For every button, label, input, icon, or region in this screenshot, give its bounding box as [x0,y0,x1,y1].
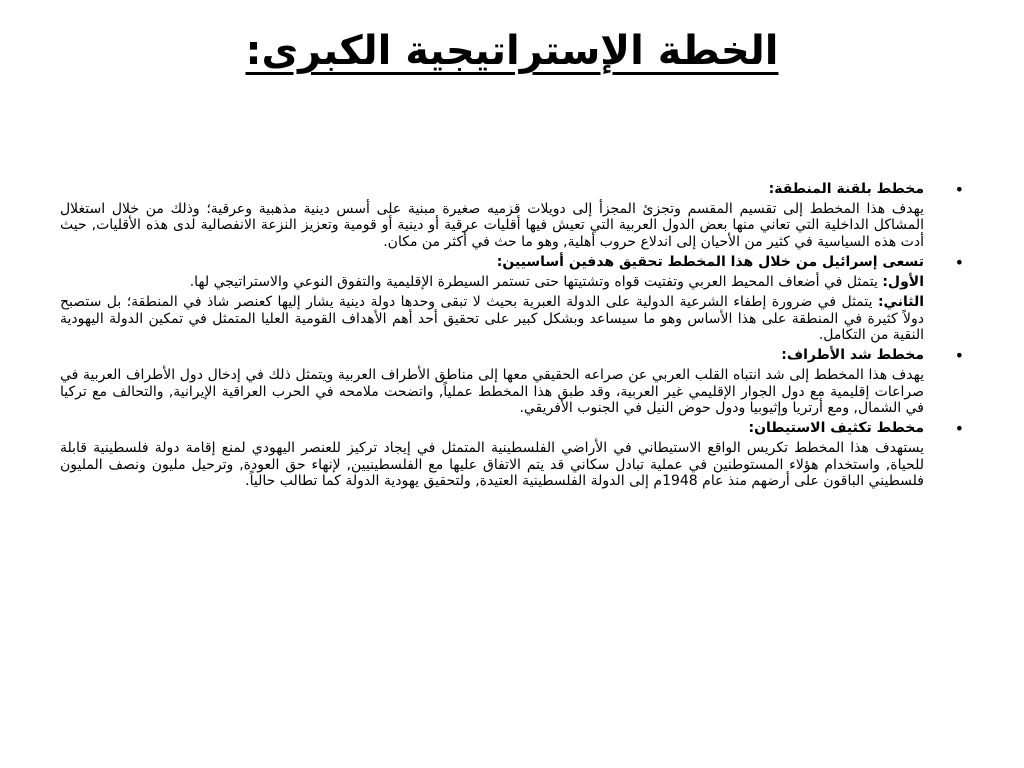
bullet-marker: • [954,252,964,272]
bullet-marker: • [954,346,964,366]
section-heading: مخطط شد الأطراف: [781,347,924,364]
paragraph-text: يتمثل في ضرورة إطفاء الشرعية الدولية على الدولة العبرية بحيث لا تبقى وحدها دولة دينية يشار إليها كعنصر شاذ في المنطقة؛ بل ستصبح دولاً كثيرة في المنطقة على هذا الأساس وهو ما سيساعد وبشكل كبير على تحقيق أحد أهم الأهداف القومية العليا المتمثل في تمكين الدولة اليهودية النقية من التكامل. [60,294,924,343]
paragraph-text: يتمثل في أضعاف المحيط العربي وتفتيت قواه وتشتيتها حتى تستمر السيطرة الإقليمية والتفوق النوعي والاستراتيجي لها. [189,274,883,291]
bullet-item-settlement [60,420,968,489]
bullet-item-periphery [60,347,968,416]
section-paragraph [60,367,924,416]
section-paragraph-first-goal [60,274,924,290]
bullet-item-balkanization [60,181,968,250]
paragraph-text: يهدف هذا المخطط إلى تقسيم المقسم وتجزئ المجزأ إلى دويلات قزميه صغيرة مبنية على أسس دينية مذهبية وعرقية؛ وذلك من خلال استغلال المشاكل الداخلية التي تعاني منها بعض الدول العربية التي تعيش فيها أقليات عرقية أو دينية أو قومية وتعزيز النزعة الانفصالية لدى هذه الأقليات, حيث أدت هذه السياسية في كثير من الأحيان إلى اندلاع حروب أهلية, وهو ما حث في أكثر من مكان. [60,201,924,250]
slide-content [60,181,968,493]
paragraph-label: الأول: [882,274,924,291]
slide-title-text: الخطة الإستراتيجية الكبرى: [245,28,779,74]
section-paragraph-second-goal [60,294,924,343]
section-heading: مخطط تكثيف الاستيطان: [748,420,924,437]
bullet-item-two-goals [60,254,968,343]
section-paragraph [60,201,924,250]
bullet-marker: • [954,180,964,199]
section-heading: تسعى إسرائيل من خلال هذا المخطط تحقيق هدفين أساسيين: [496,253,924,270]
section-paragraph [60,440,924,489]
section-heading: مخطط بلقنة المنطقة: [768,181,924,197]
paragraph-text: يهدف هذا المخطط إلى شد انتباه القلب العربي عن صراعه الحقيقي معها إلى مناطق الأطراف العربية ويتمثل ذلك في إدخال دول الأطراف العربية في صراعات إقليمية مع دول الجوار الإقليمي غير العربية، وقد طبق هذا المخطط عملياً, واتضحت ملامحه في الحرب العراقية الإيرانية, والتحالف مع تركيا في الشمال, ومع أرتريا وإثيوبيا ودول حوض النيل في الجنوب الأفريقي. [60,367,924,416]
bullet-marker: • [954,419,964,439]
slide-title [0,26,1024,76]
paragraph-text: يستهدف هذا المخطط تكريس الواقع الاستيطاني في الأراضي الفلسطينية المتمثل في إيجاد تركيز للعنصر اليهودي لمنع إقامة دولة فلسطينية قابلة للحياة, واستخدام هؤلاء المستوطنين في عملية تبادل سكاني قد يتم الاتفاق عليها مع الفلسطينيين, لإنهاء حق العودة, وترحيل مليون ونصف المليون فلسطيني الباقون على أرضهم منذ عام 1948م إلى الدولة الفلسطينية العتيدة, ولتحقيق يهودية الدولة كما تطالب حالياً. [60,440,924,489]
paragraph-label: الثاني: [877,294,924,311]
